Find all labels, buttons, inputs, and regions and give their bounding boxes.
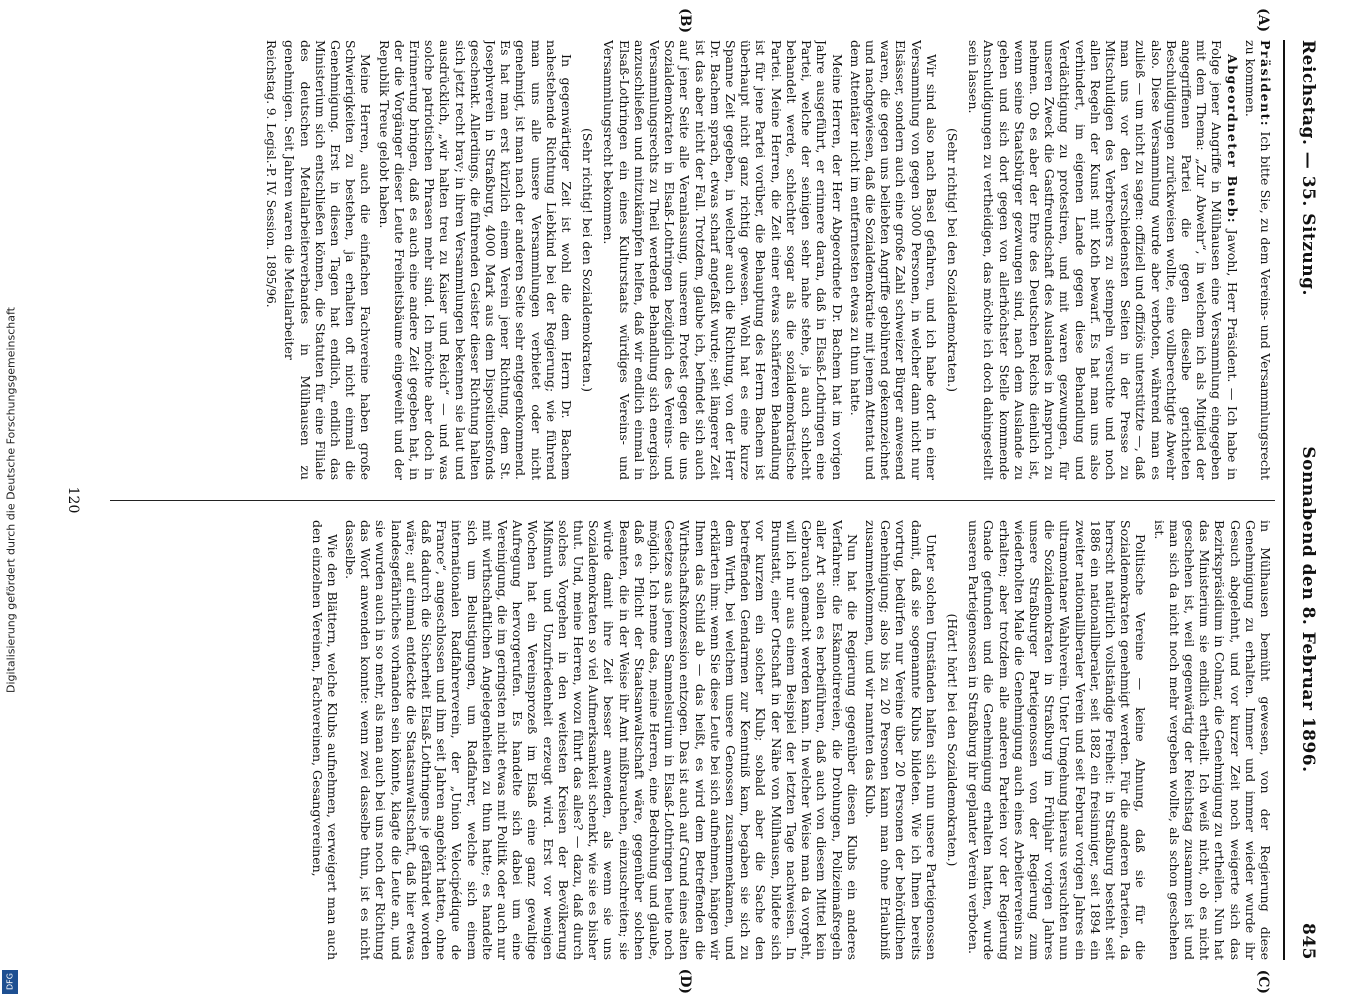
dfg-logo: DFG: [2, 970, 18, 994]
paragraph: Politische Vereine — keine Ahnung, daß sie für die Sozialdemokraten genehmigt werden. Für die anderen Parteien, da herrscht natürlich vollständige Freiheit: in Straßburg besteht seit 1886 ein nationalliberaler, seit 1882 ein freisinniger, seit 1894 ein zweiter nationalliberaler Verein und seit Februar vorigen Jahres ein ultramontaner Wahlverein. Unter Umgehung hieraus versuchten nun die Sozialdemokraten in Straßburg im Frühjahr vorigen Jahres unsere Straßburger Parteigenossen von der Regierung zum wiederholten Male die Genehmigung auch eines Arbeitervereins zu erhalten; aber trotzdem alle anderen Parteien vor der Regierung Gnade gefunden und die Genehmigung erhalten hatten, wurde unseren Parteigenossen in Straßburg ihr geplanter Verein verboten.: [966, 520, 1149, 960]
margin-letter-c: (C): [1255, 969, 1271, 994]
digitization-credit: Digitalisierung gefördert durch die Deutsche Forschungsgemeinschaft: [4, 307, 18, 693]
paragraph: In gegenwärtiger Zeit ist wohl die dem Herrn Dr. Bachem nahestehende Richtung Liebkind bei der Regierung; wie führend man uns alle unsere Versammlungen verbietet oder nicht genehmigt, ist man nach der anderen Seite sehr entgegenkommend. Es hat man erst kürzlich einem Verein jener Richtung, dem St. Josephverein in Straßburg, 4000 Mark aus dem Dispositionsfonds geschenkt. Allerdings, die führenden Geister dieser Richtung halten sich jetzt recht brav; in ihren Versammlungen bekennen sie laut und ausdrücklich, „wir halten treu zu Kaiser und Reich“ — und was solche patriotischen Phrasen mehr sind. Ich möchte aber doch in Erinnerung bringen, daß es auch eine andere Zeit gegeben hat, in der die Vorgänger dieser Leute Freiheitsbäume eingeweiht und der Republik Treue gelobt haben.: [376, 40, 575, 480]
paragraph-text: Jawohl, Herr Präsident. — Ich habe in Folge jener Angriffe in Mülhausen eine Versammlung eingegeben mit dem Thema: „Zur Abwehr“, in welchem ich als Mitglied der angegriffenen Partei die gegen dieselbe gerichteten Beschuldigungen zurückweisen wollte, eine vollberechtigte Abwehr also. Diese Versammlung wurde aber verboten, während man es zuließ — um nicht zu sagen: offiziell und offiziös unterstützte —, daß man uns vor den verschiedensten Seiten in der Presse zu Mitschuldigen des Verbrechers zu stempeln versuchte und noch allen Regeln der Kunst mit Koth bewarf. Es hat man uns also verhindert, im eigenen Lande gegen diese Behandlung und Verdächtigung zu protestiren, und mit waren gezwungen, für unseren Zweck die Gastfreundschaft des Auslandes in Anspruch zu nehmen. Ob es aber der Ehre des Deutschen Reichs dienlich ist, wenn seine Staatsbürger gezwungen sind, nach dem Auslande zu gehen und sich dort gegen von allerhöchster Stelle kommende Anschuldigungen zu vertheidigen, das möchte ich doch dahingestellt sein lassen.: [966, 40, 1240, 480]
interjection-note: (Sehr richtig! bei den Sozialdemokraten.): [580, 128, 596, 392]
margin-letter-b: (B): [677, 8, 693, 34]
paragraph: [1243, 40, 1273, 480]
digitization-credit-strip: [0, 0, 22, 1000]
left-column: [93, 40, 1273, 480]
paragraph: Unter solchen Umständen halfen sich nun unsere Parteigenossen damit, daß sie sogenannte Klubs bildeten. Wie ich Ihnen bereits vortrug, bedürfen nur Vereine über 20 Personen der behördlichen Genehmigung; also bis zu 20 Personen kann man ohne Erlaubniß zusammenkommen, und wir nannten das Klub.: [862, 520, 939, 960]
interjection-note: (Sehr richtig! bei den Sozialdemokraten.): [944, 128, 960, 392]
interjection-note: (Hört! hört! bei den Sozialdemokraten.): [944, 613, 960, 867]
paragraph: Wie den Blättern, welche Klubs aufnehmen, verweigert man auch den einzelnen Vereinen, Fachvereinen, Gesangvereinen,: [309, 520, 340, 960]
paragraph: Nun hat die Regierung gegenüber diesen Klubs ein anderes Verfahren: die Eskamotirereien, die Drohungen, Polizeimaßregeln aller Art sollen es herbeiführen, daß auch von diesem Mittel kein Gebrauch gemacht werden kann. In welcher Weise man da vorgeht, will ich nur aus einem Beispiel der letzten Tage nachweisen. In Brunstatt, einer Ortschaft in der Nähe von Mülhausen, bildete sich vor kurzem ein solcher Klub; sobald aber die Sache den betreffenden Gendarmen zur Kenntniß kam, begaben sie sich zu dem Wirth, bei welchem unsere Genossen zusammenkamen, und erklärten ihm: wenn Sie diese Leute bei sich aufnehmen, hängen wir Ihnen das Schild ab — das heißt, es wird dem Betreffenden die Wirthschaftskonzession entzogen. Das ist auch auf Grund eines alten Gesetzes aus jenem Sammelsurium in Elsaß-Lothringen heute noch möglich. Ich nenne das, meine Herren, eine Bedrohung und glaube, daß es Pflicht der Staatsanwaltschaft wäre, gegenüber solchen Beamten, die in der Weise ihr Amt mißbrauchen, einzuschreiten; sie würde damit ihre Zeit besser anwenden, als wenn sie uns Sozialdemokraten so viel Aufmerksamkeit schenkt, wie sie es bisher thut. Und, meine Herren, wozu führt das alles? — dazu, daß durch solches Vorgehen in den weitesten Kreisen der Bevölkerung Mißmuth und Unzufriedenheit erzeugt wird. Erst vor wenigen Wochen hat ein Vereinsprozeß im Elsaß eine ganz gewaltige Aufregung hervorgerufen. Es handelte sich dabei um eine Vereinigung, die im geringsten nicht etwas mit Politik oder auch nur mit wirthschaftlichen Angelegenheiten zu thun hatte; es handelte sich um Belustigungen, um Radfahrer, welche sich einem internationalen Radfahrerverein, der „Union Velocipédique de France“, angeschlossen und ihm seit Jahren angehört hatten, ohne daß dadurch die Sicherheit Elsaß-Lothringens je gefährdet worden wäre; auf einmal entdeckte die Staatsanwaltschaft, daß hier etwas landesgefährliches vorhanden sein könnte, klagte die Leute an, und sie wurden auch in so mehr, als man auch bei uns noch der Richtung das Wort anwenden konnte: wenn zwei dasselbe thun, ist es nicht dasselbe.: [343, 520, 860, 960]
footer-page-number: 120: [65, 486, 81, 514]
paragraph-text: Ich bitte Sie, zu dem Vereins- und Versammlungsrecht zu kommen.: [1242, 40, 1273, 480]
paragraph: Meine Herren, der Herr Abgeordnete Dr. Bachem hat im vorigen Jahre ausgeführt, er erinnere daran, daß in Elsaß-Lothringen eine Partei, welche der seinigen sehr nahe stehe, ja auch schlecht behandelt werde, schlechter sogar als die sozialdemokratische Partei. Meine Herren, die Zeit einer etwas schärferen Behandlung ist für jene Partei vorüber, die Behauptung des Herrn Bachem ist überhaupt nicht ganz richtig gewesen. Wohl hat es eine kurze Spanne Zeit gegeben, in welcher auch die Richtung, von der Herr Dr. Bachem sprach, etwas scharf angefaßt wurde; seit längerer Zeit ist das aber nicht der Fall. Trotzdem, glaube ich, befindet sich auch auf jener Seite alle Veranlassung, unserem Protest gegen die uns Sozialdemokraten in Elsaß-Lothringen bezüglich des Vereins- und Versammlungsrechts zu Theil werdende Behandlung sich energisch anzuschließen und mitzukämpfen helfen, daß wir endlich einmal in Elsaß-Lothringen ein eines Kulturstaats würdiges Vereins- und Versammlungsrecht bekommen.: [601, 40, 845, 480]
margin-letter-d: (D): [677, 968, 693, 994]
margin-letter-a: (A): [1255, 8, 1271, 33]
header-left: Reichstag. — 35. Sitzung.: [1298, 40, 1318, 296]
paragraph: Wir sind also nach Basel gefahren, und ich habe dort in einer Versammlung von gegen 3000 Personen, in welcher dann nicht nur Elsässer, sondern auch eine große Zahl schweizer Bürger anwesend waren, die gegen uns beliebten Angriffe gebührend gekennzeichnet und nachgewiesen, daß die Sozialdemokratie mit jenem Attentat und dem Attentäter nicht im entferntesten etwas zu thun hatte.: [847, 40, 939, 480]
paragraph: Meine Herren, auch die einfachen Fachvereine haben große Schwierigkeiten zu bestehen, ja erhalten oft nicht einmal die Genehmigung. Erst in diesen Tagen hat endlich, endlich das Ministerium sich entschließen können, die Statuten für eine Filiale des deutschen Metallarbeiterverbandes in Mülhausen zu genehmigen. Seit Jahren waren die Metallarbeiter: [282, 40, 374, 480]
session-citation: Reichstag. 9. Legisl.-P. IV. Session. 1895/96.: [264, 40, 279, 308]
paragraph: [966, 40, 1240, 480]
header-rule: [1283, 40, 1285, 960]
header-page-number: 845: [1298, 923, 1318, 960]
speaker-name: Abgeordneter Bueb:: [1224, 54, 1240, 225]
scanned-page-area: [30, 0, 1353, 1000]
right-column: [93, 520, 1273, 960]
column-divider: [110, 500, 1275, 501]
paragraph: in Mülhausen bemüht gewesen, von der Regierung diese Genehmigung zu erhalten. Immer und immer wieder wurde ihr Gesuch abgelehnt, und vor kurzer Zeit noch weigerte sich das Bezirkspräsidium in Colmar, die Genehmigung zu ertheilen. Nun hat das Ministerium sie endlich ertheilt. Ich weiß nicht, ob es nicht geschehen ist, weil gegenwärtig der Reichstag zusammen ist und man sich da nicht noch mehr vergeben wollte, als schon geschehen ist.: [1151, 520, 1273, 960]
document-page: [30, 0, 1353, 1000]
speaker-name: Präsident:: [1258, 40, 1273, 128]
header-date: Sonnabend den 8. Februar 1896.: [1298, 446, 1318, 773]
page-header: [1291, 40, 1325, 960]
